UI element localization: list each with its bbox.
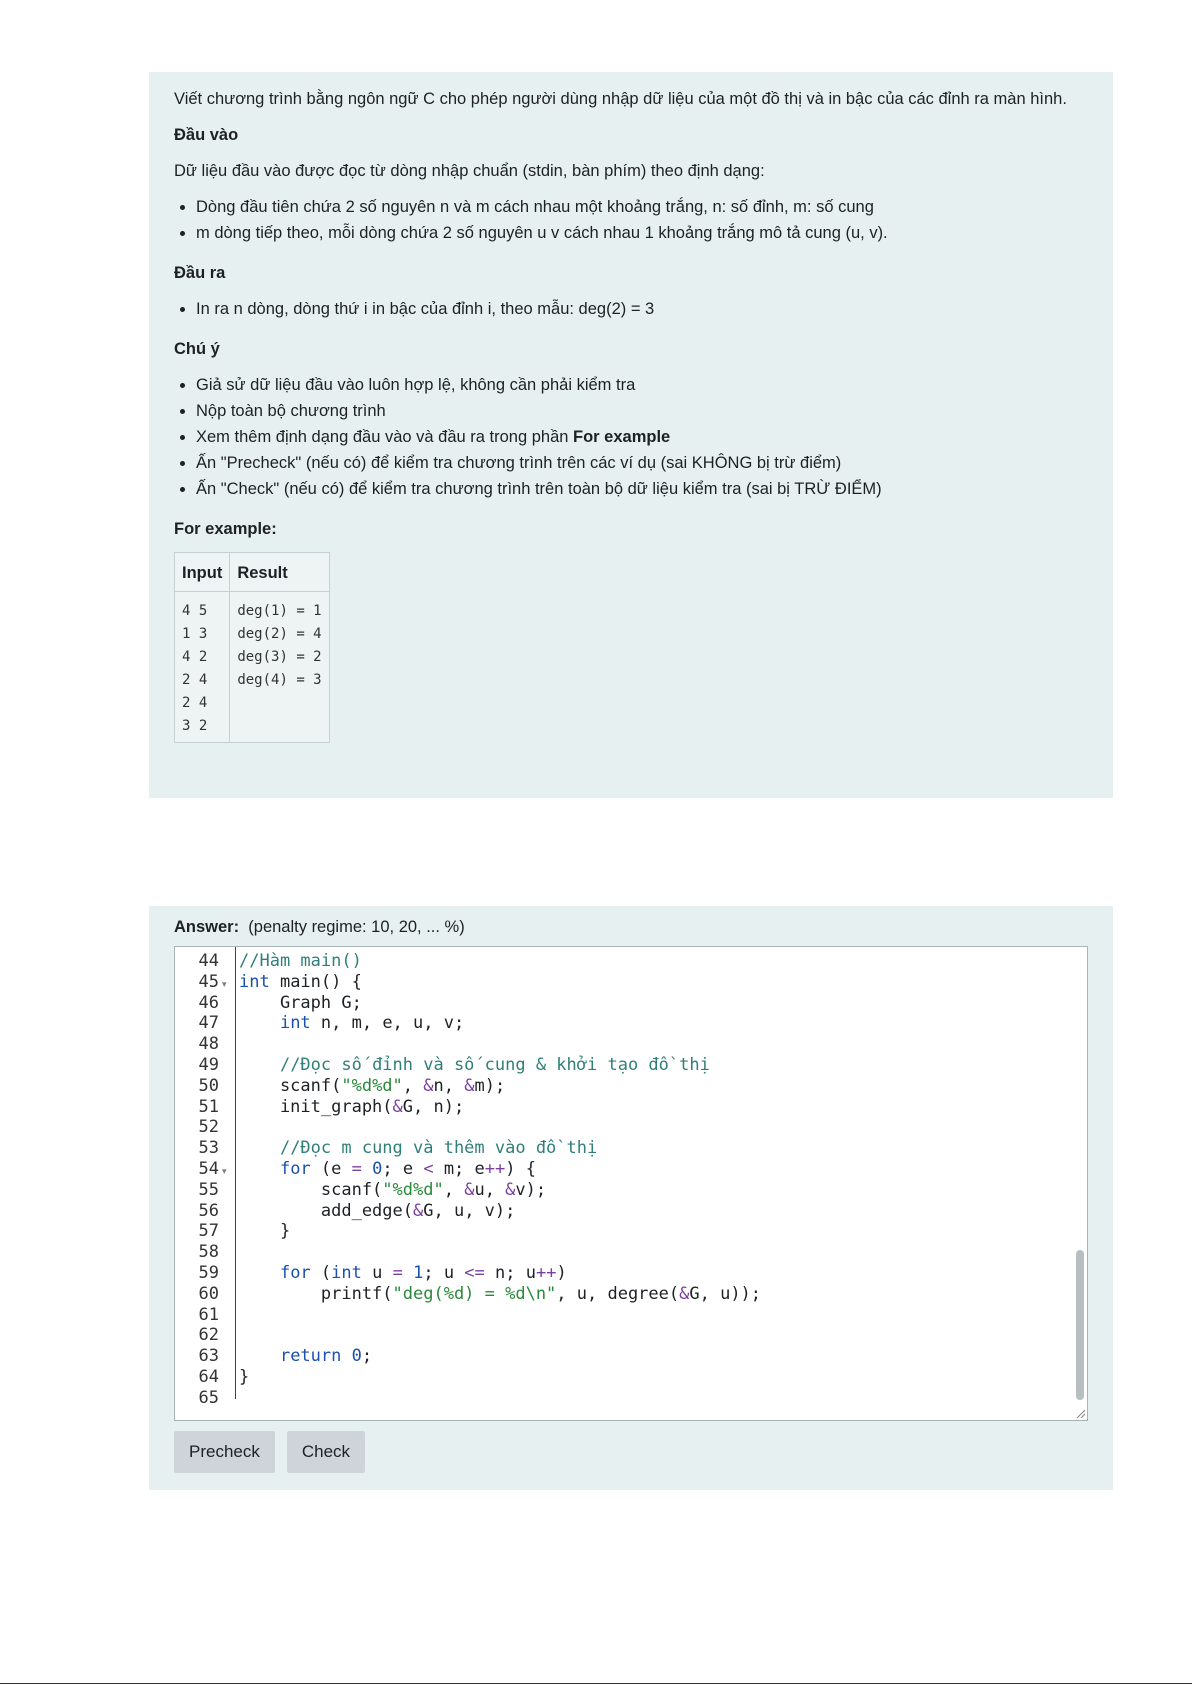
line-number: 46 <box>198 992 219 1013</box>
code-area[interactable] <box>239 951 761 1409</box>
code-line <box>239 1242 761 1263</box>
code-line: } <box>239 1221 291 1242</box>
code-line: scanf("%d%d", &u, &v); <box>239 1179 547 1200</box>
answer-label: Answer: <box>174 918 240 936</box>
resize-handle-icon[interactable] <box>1075 1408 1085 1418</box>
fold-arrow-icon[interactable]: ▾ <box>222 978 227 989</box>
note-item: • Ấn "Precheck" (nếu có) để kiểm tra chương trình trên các ví dụ (sai KHÔNG bị trừ điểm) <box>196 450 1088 476</box>
code-line: //Hàm main() <box>239 951 362 971</box>
note-heading: Chú ý <box>174 340 220 358</box>
answer-label-row <box>174 916 1088 938</box>
line-number: 53 <box>198 1138 219 1159</box>
example-header-row <box>175 553 330 592</box>
page-bottom-rule <box>0 1683 1192 1684</box>
precheck-button[interactable]: Precheck <box>174 1431 275 1473</box>
example-header-input: Input <box>175 553 230 592</box>
example-heading: For example: <box>174 520 277 538</box>
line-number: 57 <box>198 1221 219 1242</box>
example-header-result: Result <box>230 553 329 592</box>
note-item <box>196 424 1088 450</box>
input-list <box>174 194 1088 246</box>
fold-arrow-icon[interactable]: ▾ <box>222 1166 227 1176</box>
line-number: 64 <box>198 1367 219 1387</box>
input-description: Dữ liệu đầu vào được đọc từ dòng nhập chuẩn (stdin, bàn phím) theo định dạng: <box>174 162 765 180</box>
line-number: 59 <box>198 1263 219 1283</box>
note-item-bold: For example <box>573 428 671 446</box>
line-number: 52 <box>198 1117 219 1138</box>
line-number: 44 <box>198 951 219 971</box>
example-row <box>175 592 330 743</box>
code-line: return 0; <box>279 1346 373 1367</box>
code-line: printf("deg(%d) = %d\n", u, degree(&G, u)); <box>239 1283 762 1304</box>
code-line: init_graph(&G, n); <box>239 1096 465 1117</box>
question-panel <box>149 72 1113 798</box>
question-intro: Viết chương trình bằng ngôn ngữ C cho phép người dùng nhập dữ liệu của một đồ thị và in bậc của các đỉnh ra màn hình. <box>174 90 1067 108</box>
line-number: 56 <box>198 1200 219 1221</box>
gutter-separator <box>235 947 236 1399</box>
code-editor[interactable] <box>174 946 1088 1421</box>
code-line <box>239 1117 761 1138</box>
line-number: 49 <box>198 1055 219 1075</box>
code-line <box>239 1325 761 1346</box>
line-number: 60 <box>198 1283 219 1304</box>
note-item: • Ấn "Check" (nếu có) để kiểm tra chương trình trên toàn bộ dữ liệu kiểm tra (sai bị TRỪ ĐIỂM) <box>196 476 1088 502</box>
code-line: for (e = 0; e < m; e++) { <box>279 1158 536 1179</box>
code-line: //Đọc m cung và thêm vào đồ thị <box>279 1138 598 1159</box>
input-item: • Dòng đầu tiên chứa 2 số nguyên n và m cách nhau một khoảng trắng, n: số đỉnh, m: số cung <box>196 194 1088 220</box>
code-line <box>239 1388 761 1409</box>
line-number: 63 <box>198 1346 219 1367</box>
line-number: 47 <box>198 1013 219 1034</box>
code-line: } <box>239 1366 250 1387</box>
button-row <box>174 1431 1088 1473</box>
line-number: 62 <box>198 1325 219 1346</box>
note-list <box>174 372 1088 502</box>
editor-scrollbar[interactable] <box>1076 1250 1084 1400</box>
code-line: for (int u = 1; u <= n; u++) <box>279 1262 567 1283</box>
example-result-cell: deg(1) = 1 deg(2) = 4 deg(3) = 2 deg(4) = 3 <box>230 592 329 743</box>
line-number: 51 <box>198 1096 219 1117</box>
example-input-cell: 4 5 1 3 4 2 2 4 2 4 3 2 <box>175 592 230 743</box>
input-heading: Đầu vào <box>174 126 239 144</box>
code-line: Graph G; <box>239 992 362 1013</box>
check-button[interactable]: Check <box>287 1431 365 1473</box>
note-item-text: Xem thêm định dạng đầu vào và đầu ra trong phần <box>196 428 574 446</box>
line-number: 55 <box>198 1179 219 1200</box>
output-item: • In ra n dòng, dòng thứ i in bậc của đỉnh i, theo mẫu: deg(2) = 3 <box>196 296 1088 322</box>
output-list <box>174 296 1088 322</box>
line-number: 48 <box>198 1034 219 1055</box>
line-number: 65 <box>198 1387 219 1408</box>
output-heading: Đầu ra <box>174 264 226 282</box>
line-number: 58 <box>198 1242 219 1263</box>
line-number-gutter <box>175 947 235 1420</box>
code-line <box>239 1305 761 1326</box>
note-item: • Nộp toàn bộ chương trình <box>196 398 1088 424</box>
line-number: 50 <box>198 1075 219 1096</box>
input-item: • m dòng tiếp theo, mỗi dòng chứa 2 số nguyên u v cách nhau 1 khoảng trắng mô tả cung (u, v). <box>196 220 1088 246</box>
answer-panel <box>149 906 1113 1490</box>
code-line: scanf("%d%d", &n, &m); <box>239 1075 506 1096</box>
code-line: add_edge(&G, u, v); <box>239 1200 516 1221</box>
line-number: 54 <box>198 1159 219 1179</box>
line-number: 61 <box>198 1304 219 1325</box>
code-line: int n, m, e, u, v; <box>279 1013 465 1034</box>
code-line: //Đọc số đỉnh và số cung & khởi tạo đồ thị <box>279 1054 710 1075</box>
line-number: 45 <box>198 971 219 992</box>
example-table <box>174 552 330 743</box>
code-line: int main() { <box>239 971 362 992</box>
penalty-regime: (penalty regime: 10, 20, ... %) <box>248 918 465 936</box>
note-item: • Giả sử dữ liệu đầu vào luôn hợp lệ, không cần phải kiểm tra <box>196 372 1088 398</box>
code-line <box>239 1034 761 1055</box>
